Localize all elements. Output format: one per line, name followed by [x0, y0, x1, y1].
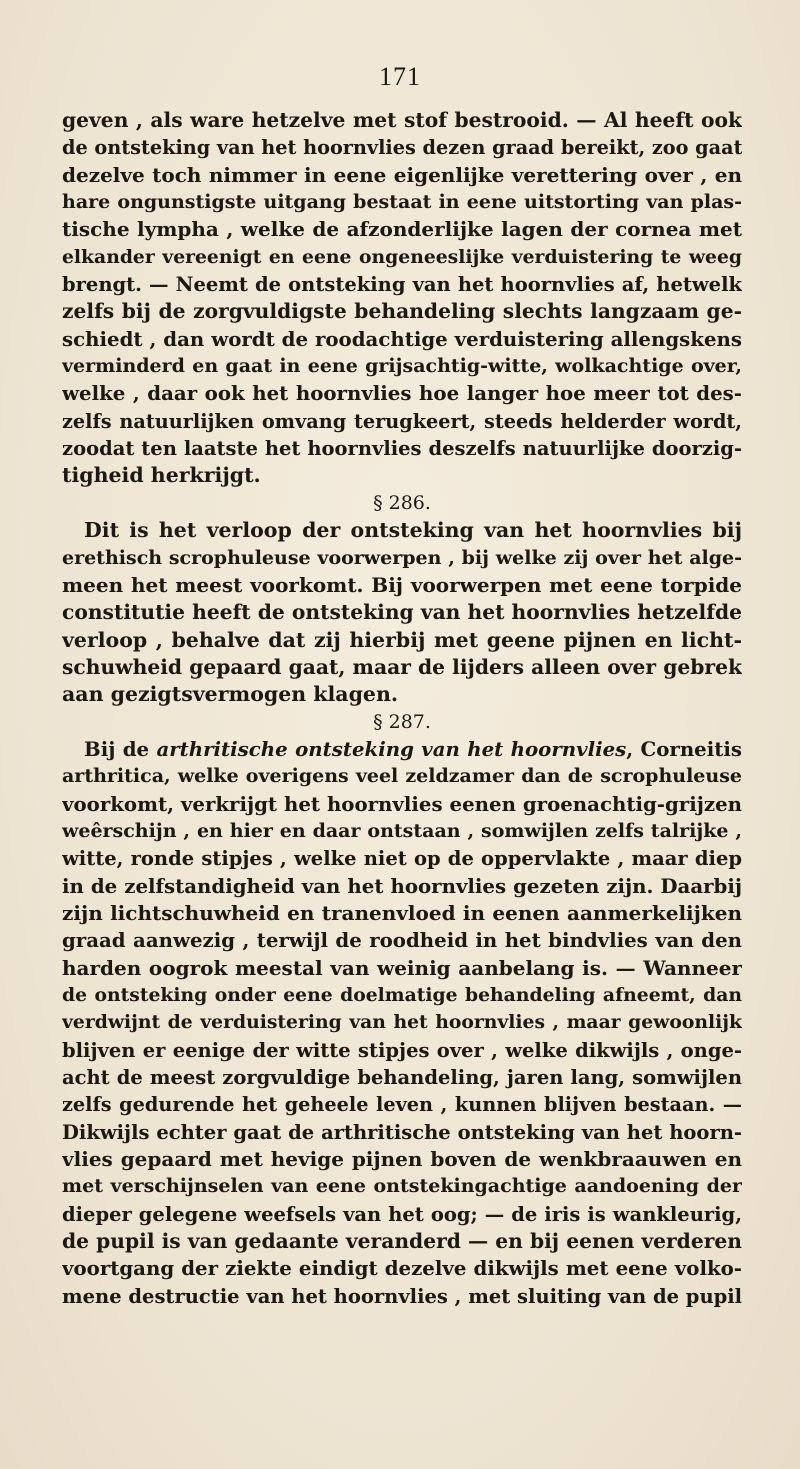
- text-segment: brengt. — Neemt de ontsteking van het hoornvlies af, hetwelk: [62, 273, 742, 297]
- text-segment: harden oogrok meestal van weinig aanbelang is. — Wanneer: [62, 955, 742, 980]
- text-segment: de ontsteking onder eene doelmatige behandeling afneemt, dan: [62, 984, 742, 1006]
- text-segment: § 287.: [373, 710, 431, 733]
- text-line: [62, 818, 742, 845]
- text-segment: in de zelfstandigheid van het hoornvlies gezeten zijn. Daarbij: [62, 873, 742, 898]
- text-segment: Dit is het verloop der ontsteking van het hoornvlies bij: [84, 518, 742, 543]
- text-line: [62, 271, 742, 298]
- text-line: [62, 927, 742, 954]
- text-line: [62, 1201, 742, 1228]
- text-segment: arthritica, welke overigens veel zeldzamer dan de scrophuleuse: [62, 765, 742, 788]
- text-segment: voortgang der ziekte eindigt dezelve dikwijls met eene volko-: [62, 1256, 742, 1281]
- text-line: [62, 1255, 742, 1282]
- text-line: [62, 763, 742, 790]
- text-segment: zijn lichtschuwheid en tranenvloed in eenen aanmerkelijken: [62, 900, 742, 925]
- text-line: [62, 462, 742, 489]
- text-line: [62, 1173, 742, 1200]
- text-line: [62, 380, 742, 407]
- text-segment: , Corneitis: [626, 736, 742, 761]
- text-segment: dezelve toch nimmer in eene eigenlijke verettering over , en: [62, 162, 742, 187]
- text-line: [62, 654, 742, 681]
- text-segment: constitutie heeft de ontsteking van het hoornvlies hetzelfde: [62, 600, 742, 625]
- text-segment: blijven er eenige der witte stipjes over , welke dikwijls , onge-: [62, 1038, 742, 1062]
- text-segment: acht de meest zorgvuldige behandeling, jaren lang, somwijlen: [62, 1066, 742, 1090]
- text-segment: weêrschijn , en hier en daar ontstaan , somwijlen zelfs talrijke ,: [62, 819, 742, 842]
- text-segment: § 286.: [373, 491, 431, 514]
- text-line: [62, 517, 742, 544]
- text-line: [62, 681, 742, 708]
- text-segment: zelfs natuurlijken omvang terugkeert, steeds helderder wordt,: [62, 409, 742, 433]
- text-segment: voorkomt, verkrijgt het hoornvlies eenen groenachtig-grijzen: [62, 791, 742, 816]
- text-segment: aan gezigtsvermogen klagen.: [62, 682, 398, 707]
- text-line: [62, 1064, 742, 1091]
- text-segment: dieper gelegene weefsels van het oog; — de iris is wankleurig,: [62, 1202, 742, 1226]
- text-segment: geven , als ware hetzelve met stof bestrooid. — Al heeft ook: [62, 108, 742, 132]
- text-segment: zoodat ten laatste het hoornvlies deszelfs natuurlijke doorzig-: [62, 437, 742, 461]
- text-line: [62, 1228, 742, 1255]
- text-line: [62, 1037, 742, 1064]
- text-line: [62, 1091, 742, 1118]
- text-segment: tigheid herkrijgt.: [62, 463, 261, 488]
- text-line: [62, 572, 742, 599]
- text-segment: zelfs gedurende het geheele leven , kunnen blijven bestaan. —: [62, 1093, 742, 1117]
- text-line: [62, 298, 742, 325]
- text-line: [62, 107, 742, 134]
- text-line: [62, 244, 742, 271]
- text-line: [62, 900, 742, 927]
- text-line: [62, 1146, 742, 1173]
- text-line: [62, 627, 742, 654]
- text-line: [62, 216, 742, 243]
- text-segment: schuwheid gepaard gaat, maar de lijders alleen over gebrek: [62, 654, 742, 679]
- text-segment: Dikwijls echter gaat de arthritische ontsteking van het hoorn-: [62, 1120, 742, 1144]
- text-segment: verloop , behalve dat zij hierbij met geene pijnen en licht-: [62, 627, 742, 652]
- text-segment: meen het meest voorkomt. Bij voorwerpen met eene torpide: [62, 572, 742, 597]
- text-segment: hare ongunstigste uitgang bestaat in eene uitstorting van plas-: [62, 191, 742, 214]
- page-number: 171: [379, 62, 421, 91]
- text-segment: tische lympha , welke de afzonderlijke lagen der cornea met: [62, 217, 742, 242]
- text-segment: schiedt , dan wordt de roodachtige verduistering allengskens: [62, 326, 742, 351]
- text-segment: elkander vereenigt en eene ongeneeslijke verduistering te weeg: [62, 245, 742, 268]
- text-line: [62, 545, 742, 572]
- text-line: [62, 599, 742, 626]
- text-segment: erethisch scrophuleuse voorwerpen , bij welke zij over het alge-: [62, 546, 742, 569]
- text-segment: verdwijnt de verduistering van het hoornvlies , maar gewoonlijk: [62, 1011, 742, 1034]
- text-line: [62, 1009, 742, 1036]
- text-line: [62, 326, 742, 353]
- text-line: [62, 189, 742, 216]
- text-line: [62, 873, 742, 900]
- text-line: [62, 162, 742, 189]
- section-heading: [62, 709, 742, 736]
- text-segment: de pupil is van gedaante veranderd — en bij eenen verderen: [62, 1229, 742, 1254]
- text-line: [62, 1119, 742, 1146]
- text-line: [62, 845, 742, 872]
- text-segment: welke , daar ook het hoornvlies hoe langer hoe meer tot des-: [62, 381, 742, 406]
- text-segment: met verschijnselen van eene ontstekingachtige aandoening der: [62, 1175, 742, 1198]
- section-heading: [62, 490, 742, 517]
- text-line: [62, 955, 742, 982]
- text-line: [62, 408, 742, 435]
- text-line: [62, 791, 742, 818]
- text-segment: verminderd en gaat in eene grijsachtig-witte, wolkachtige over,: [62, 355, 742, 378]
- text-line: [62, 736, 742, 763]
- text-segment: vlies gepaard met hevige pijnen boven de wenkbraauwen en: [62, 1147, 742, 1172]
- text-line: [62, 134, 742, 161]
- text-segment: Bij de: [84, 736, 157, 761]
- text-segment: graad aanwezig , terwijl de roodheid in het bindvlies van den: [62, 928, 742, 953]
- text-segment: mene destructie van het hoornvlies , met sluiting van de pupil: [62, 1284, 742, 1308]
- text-line: [62, 353, 742, 380]
- text-segment: zelfs bij de zorgvuldigste behandeling slechts langzaam ge-: [62, 299, 742, 324]
- italic-term: arthritische ontsteking van het hoornvlies: [156, 736, 627, 761]
- text-segment: witte, ronde stipjes , welke niet op de oppervlakte , maar diep: [62, 847, 742, 871]
- text-line: [62, 1283, 742, 1310]
- text-segment: de ontsteking van het hoornvlies dezen graad bereikt, zoo gaat: [62, 136, 742, 160]
- body-text: [62, 107, 742, 1310]
- text-line: [62, 435, 742, 462]
- text-line: [62, 982, 742, 1009]
